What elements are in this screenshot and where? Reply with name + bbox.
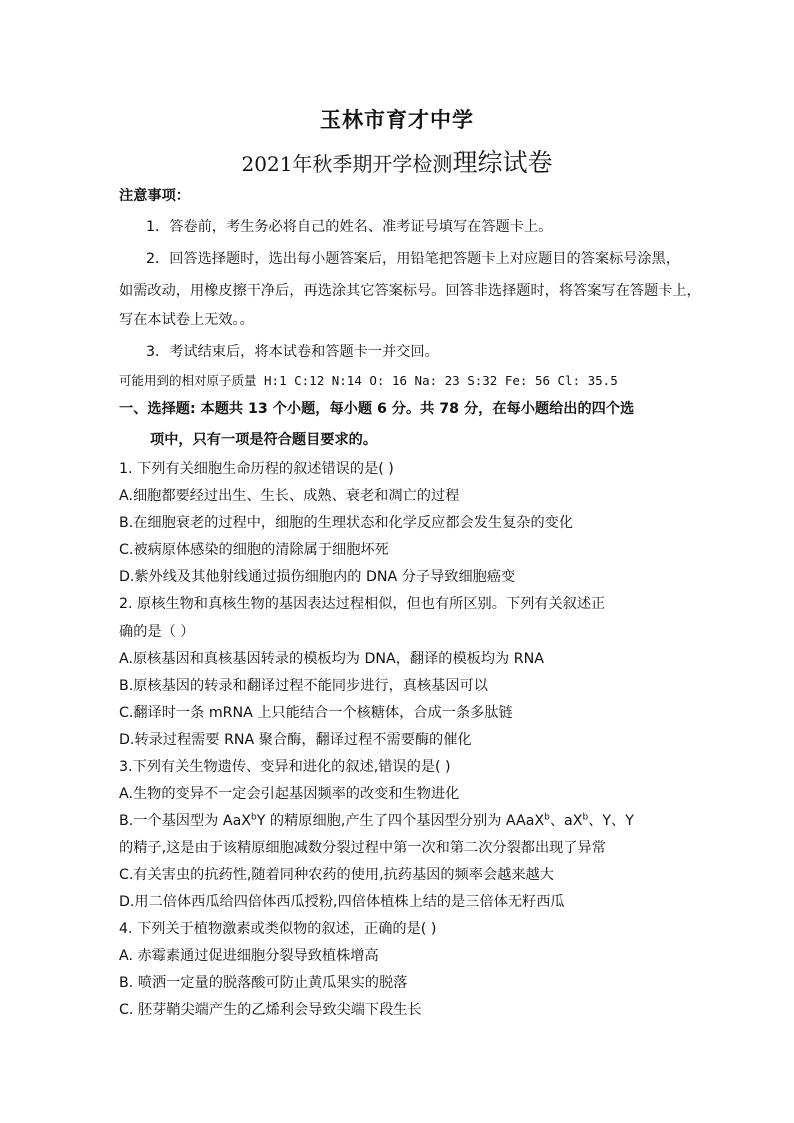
q3b-text-3: 、aX: [549, 813, 583, 829]
question-4-stem: 4. 下列关于植物激素或类似物的叙述，正确的是( ): [119, 921, 437, 937]
question-1-stem: 1. 下列有关细胞生命历程的叙述错误的是( ): [119, 461, 394, 477]
q3b-sup-3: b: [582, 812, 589, 823]
question-1-option-d: D.紫外线及其他射线通过损伤细胞内的 DNA 分子导致细胞癌变: [119, 569, 516, 585]
note-2-line-1: 2．回答选择题时，选出每小题答案后，用铅笔把答题卡上对应题目的答案标号涂黑，: [146, 251, 680, 267]
note-2-line-3: 写在本试卷上无效。。: [119, 312, 254, 328]
question-1-option-a: A.细胞都要经过出生、生长、成熟、衰老和凋亡的过程: [119, 488, 460, 504]
school-name: 玉林市育才中学: [320, 107, 474, 132]
question-4-option-b: B. 喷洒一定量的脱落酸可防止黄瓜果实的脱落: [119, 975, 408, 991]
question-3-stem: 3.下列有关生物遗传、变异和进化的叙述,错误的是( ): [119, 759, 451, 775]
q3b-sup-2: b: [544, 812, 550, 823]
q3b-text-1: B.一个基因型为 AaX: [119, 813, 251, 829]
question-1-option-c: C.被病原体感染的细胞的清除属于细胞坏死: [119, 542, 389, 558]
question-3-option-b-line-2: 的精子,这是由于该精原细胞减数分裂过程中第一次和第二次分裂都出现了异常: [119, 840, 606, 856]
question-3-option-a: A.生物的变异不一定会引起基因频率的改变和生物进化: [119, 786, 460, 802]
question-2-option-c: C.翻译时一条 mRNA 上只能结合一个核糖体，合成一条多肽链: [119, 705, 513, 721]
question-2-stem-line-2: 确的是（ ）: [119, 624, 195, 640]
question-2-stem-line-1: 2. 原核生物和真核生物的基因表达过程相似，但也有所区别。下列有关叙述正: [119, 596, 606, 612]
section-1-heading-line-2: 项中，只有一项是符合题目要求的。: [150, 432, 378, 448]
q3b-text-4: 、Y、Y: [588, 813, 634, 829]
exam-title-main: 2021年秋季期开学检测: [241, 152, 453, 176]
question-3-option-c: C.有关害虫的抗药性,随着同种农药的使用,抗药基因的频率会越来越大: [119, 867, 554, 883]
question-2-option-d: D.转录过程需要 RNA 聚合酶，翻译过程不需要酶的催化: [119, 732, 472, 748]
atomic-mass-line: 可能用到的相对原子质量 H:1 C:12 N:14 O: 16 Na: 23 S:32 Fe: 56 Cl: 35.5: [119, 373, 618, 388]
note-3: 3．考试结束后，将本试卷和答题卡一并交回。: [146, 344, 439, 360]
notes-heading: 注意事项：: [119, 188, 190, 204]
question-2-option-a: A.原核基因和真核基因转录的模板均为 DNA，翻译的模板均为 RNA: [119, 651, 544, 667]
question-4-option-c: C. 胚芽鞘尖端产生的乙烯利会导致尖端下段生长: [119, 1002, 422, 1018]
question-1-option-b: B.在细胞衰老的过程中，细胞的生理状态和化学反应都会发生复杂的变化: [119, 515, 574, 531]
q3b-sup-1: b: [251, 812, 257, 823]
question-3-option-d: D.用二倍体西瓜给四倍体西瓜授粉,四倍体植株上结的是三倍体无籽西瓜: [119, 894, 565, 910]
exam-title-big: 理综试卷: [452, 148, 553, 177]
section-1-heading-line-1: 一、选择题: 本题共 13 个小题，每小题 6 分。共 78 分，在每小题给出的四个选: [119, 401, 635, 417]
note-2-line-2: 如需改动，用橡皮擦干净后，再选涂其它答案标号。回答非选择题时，将答案写在答题卡上，: [119, 283, 701, 299]
q3b-text-2: Y 的精原细胞,产生了四个基因型分别为 AAaX: [256, 813, 545, 829]
note-1: 1．答卷前，考生务必将自己的姓名、准考证号填写在答题卡上。: [146, 219, 553, 235]
question-2-option-b: B.原核基因的转录和翻译过程不能同步进行，真核基因可以: [119, 678, 488, 694]
question-4-option-a: A. 赤霉素通过促进细胞分裂导致植株增高: [119, 948, 379, 964]
exam-title: [0, 143, 794, 179]
question-3-option-b-line-1: [119, 811, 634, 831]
